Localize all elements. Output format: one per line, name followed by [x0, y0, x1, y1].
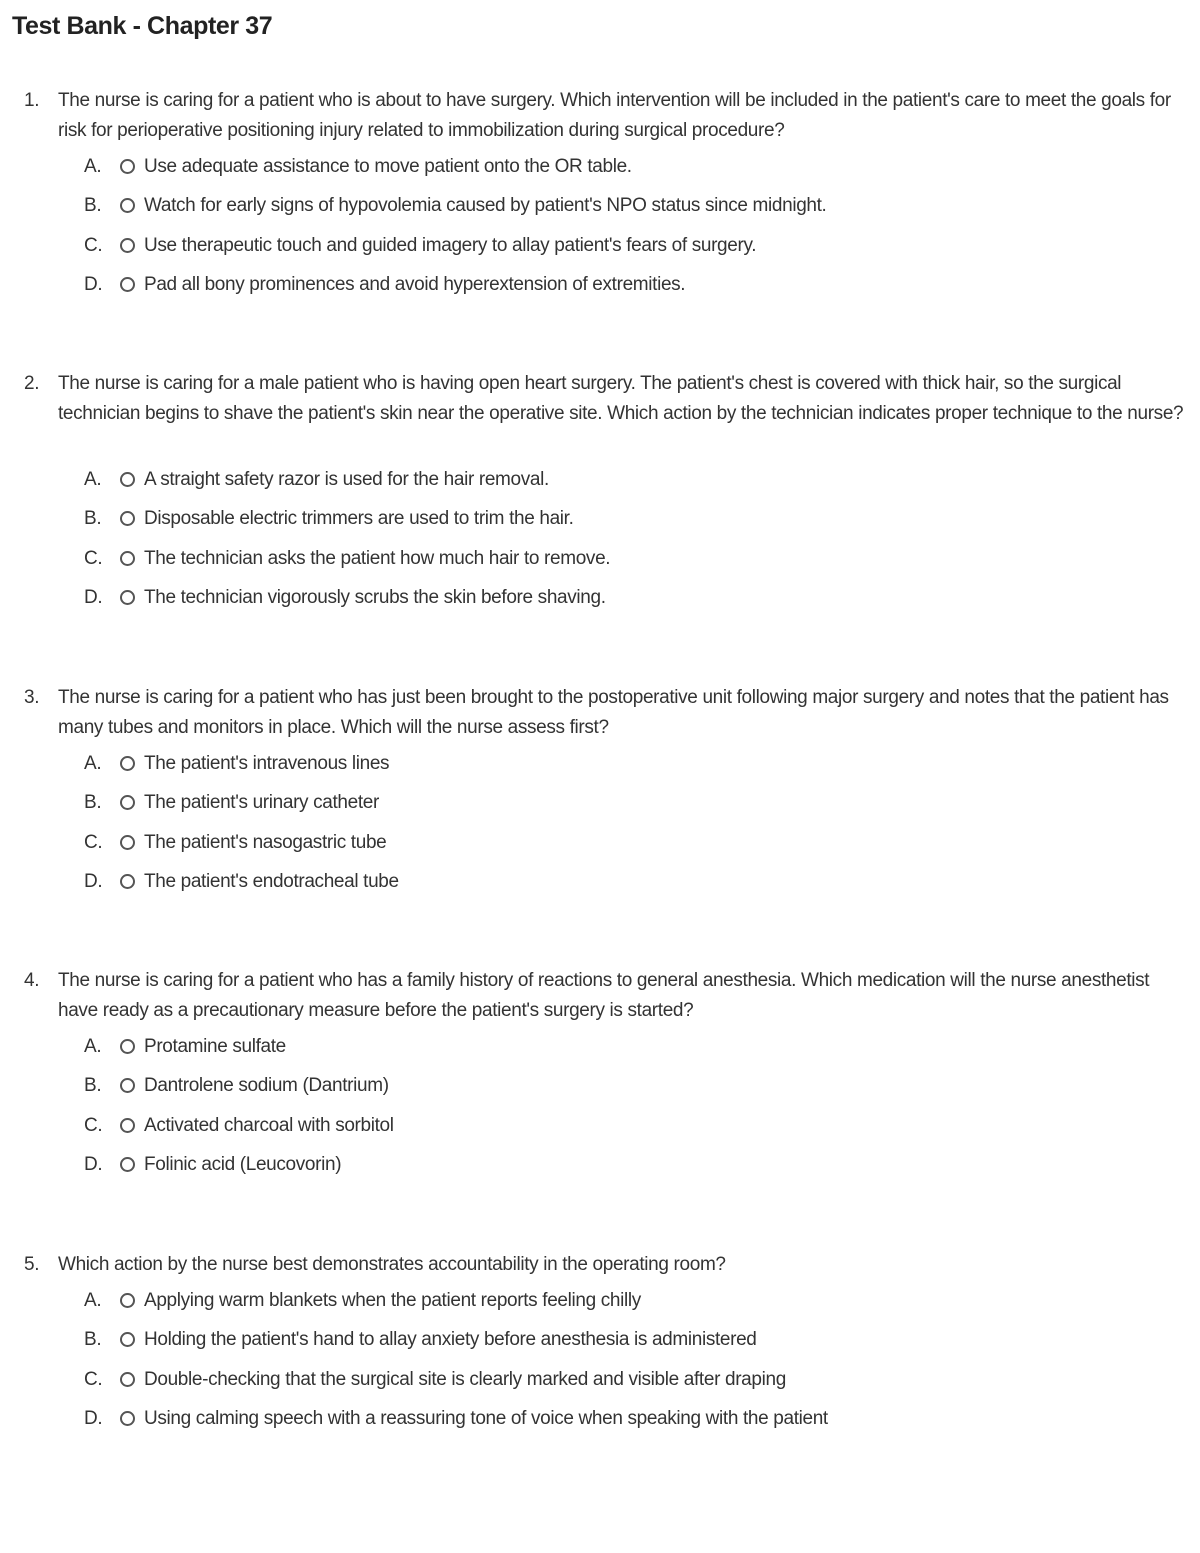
question-text: The nurse is caring for a patient who has a family history of reactions to general anesthesia. Which medication will the nurse anesthetist have ready as a precautionary measure before the patient's surgery is started?: [58, 970, 1150, 1021]
choice-text: Dantrolene sodium (Dantrium): [144, 1075, 389, 1096]
choice-text: The patient's endotracheal tube: [144, 871, 399, 892]
choice-c[interactable]: [0, 543, 1200, 575]
choice-text: Holding the patient's hand to allay anxiety before anesthesia is administered: [144, 1329, 757, 1350]
choice-text: Pad all bony prominences and avoid hyperextension of extremities.: [144, 274, 686, 295]
choice-letter: A.: [84, 469, 102, 490]
choice-letter: C.: [84, 1115, 103, 1136]
radio-button-icon[interactable]: [120, 1157, 135, 1172]
question-4: [0, 966, 1200, 1186]
choice-letter: C.: [84, 548, 103, 569]
radio-button-icon[interactable]: [120, 1039, 135, 1054]
radio-button-icon[interactable]: [120, 159, 135, 174]
choice-a[interactable]: [0, 1031, 1200, 1063]
question-number: 4.: [24, 970, 40, 991]
radio-button-icon[interactable]: [120, 835, 135, 850]
choice-d[interactable]: [0, 582, 1200, 614]
radio-button-icon[interactable]: [120, 1411, 135, 1426]
radio-button-icon[interactable]: [120, 511, 135, 526]
choice-c[interactable]: [0, 1364, 1200, 1396]
radio-button-icon[interactable]: [120, 198, 135, 213]
choice-letter: A.: [84, 753, 102, 774]
choice-a[interactable]: [0, 151, 1200, 183]
choice-b[interactable]: [0, 787, 1200, 819]
question-number: 3.: [24, 687, 40, 708]
choice-letter: D.: [84, 1408, 103, 1429]
choice-letter: B.: [84, 792, 102, 813]
choice-letter: D.: [84, 587, 103, 608]
choice-text: Activated charcoal with sorbitol: [144, 1115, 394, 1136]
choice-d[interactable]: [0, 1403, 1200, 1435]
question-text: Which action by the nurse best demonstrates accountability in the operating room?: [58, 1254, 726, 1275]
radio-button-icon[interactable]: [120, 1078, 135, 1093]
radio-button-icon[interactable]: [120, 551, 135, 566]
question-2: [0, 369, 1200, 619]
choice-text: Watch for early signs of hypovolemia caused by patient's NPO status since midnight.: [144, 195, 827, 216]
choice-d[interactable]: [0, 866, 1200, 898]
choice-letter: D.: [84, 1154, 103, 1175]
choice-text: Double-checking that the surgical site is clearly marked and visible after draping: [144, 1369, 786, 1390]
question-1: [0, 86, 1200, 306]
page-title: Test Bank - Chapter 37: [12, 12, 273, 40]
choice-letter: B.: [84, 508, 102, 529]
choice-c[interactable]: [0, 1110, 1200, 1142]
radio-button-icon[interactable]: [120, 795, 135, 810]
radio-button-icon[interactable]: [120, 238, 135, 253]
question-number: 1.: [24, 90, 40, 111]
choice-letter: A.: [84, 156, 102, 177]
choice-b[interactable]: [0, 1324, 1200, 1356]
choice-text: The patient's urinary catheter: [144, 792, 379, 813]
choice-letter: D.: [84, 274, 103, 295]
choice-letter: C.: [84, 832, 103, 853]
choice-text: Protamine sulfate: [144, 1036, 286, 1057]
choice-text: A straight safety razor is used for the hair removal.: [144, 469, 549, 490]
radio-button-icon[interactable]: [120, 1332, 135, 1347]
choice-a[interactable]: [0, 1285, 1200, 1317]
choice-letter: C.: [84, 1369, 103, 1390]
question-text: The nurse is caring for a male patient who is having open heart surgery. The patient's chest is covered with thick hair, so the surgical technician begins to shave the patient's skin near the operative site. Which action by the technician indicates proper technique to the nurse?: [58, 373, 1184, 424]
choice-text: Folinic acid (Leucovorin): [144, 1154, 342, 1175]
radio-button-icon[interactable]: [120, 1372, 135, 1387]
choice-a[interactable]: [0, 748, 1200, 780]
question-number: 2.: [24, 373, 40, 394]
choice-d[interactable]: [0, 269, 1200, 301]
choice-c[interactable]: [0, 827, 1200, 859]
choice-letter: A.: [84, 1290, 102, 1311]
question-text: The nurse is caring for a patient who has just been brought to the postoperative unit following major surgery and notes that the patient has many tubes and monitors in place. Which will the nurse assess first?: [58, 687, 1169, 738]
question-number: 5.: [24, 1254, 40, 1275]
choice-text: Using calming speech with a reassuring tone of voice when speaking with the patient: [144, 1408, 828, 1429]
choice-b[interactable]: [0, 503, 1200, 535]
radio-button-icon[interactable]: [120, 874, 135, 889]
choice-a[interactable]: [0, 464, 1200, 496]
radio-button-icon[interactable]: [120, 472, 135, 487]
choice-text: Disposable electric trimmers are used to trim the hair.: [144, 508, 574, 529]
radio-button-icon[interactable]: [120, 277, 135, 292]
choice-text: Use therapeutic touch and guided imagery to allay patient's fears of surgery.: [144, 235, 757, 256]
choice-text: The patient's nasogastric tube: [144, 832, 387, 853]
radio-button-icon[interactable]: [120, 1118, 135, 1133]
choice-letter: B.: [84, 195, 102, 216]
choice-text: The technician vigorously scrubs the skin before shaving.: [144, 587, 606, 608]
radio-button-icon[interactable]: [120, 590, 135, 605]
choice-letter: D.: [84, 871, 103, 892]
choice-letter: C.: [84, 235, 103, 256]
choice-text: Applying warm blankets when the patient reports feeling chilly: [144, 1290, 641, 1311]
choice-b[interactable]: [0, 190, 1200, 222]
radio-button-icon[interactable]: [120, 1293, 135, 1308]
choice-text: The patient's intravenous lines: [144, 753, 390, 774]
choice-letter: B.: [84, 1075, 102, 1096]
radio-button-icon[interactable]: [120, 756, 135, 771]
choice-c[interactable]: [0, 230, 1200, 262]
choice-letter: A.: [84, 1036, 102, 1057]
choice-text: Use adequate assistance to move patient onto the OR table.: [144, 156, 632, 177]
choice-letter: B.: [84, 1329, 102, 1350]
question-text: The nurse is caring for a patient who is about to have surgery. Which intervention will be included in the patient's care to meet the goals for risk for perioperative positioning injury related to immobilization during surgical procedure?: [58, 90, 1171, 141]
question-5: [0, 1250, 1200, 1440]
choice-text: The technician asks the patient how much hair to remove.: [144, 548, 611, 569]
choice-d[interactable]: [0, 1149, 1200, 1181]
question-3: [0, 683, 1200, 903]
choice-b[interactable]: [0, 1070, 1200, 1102]
